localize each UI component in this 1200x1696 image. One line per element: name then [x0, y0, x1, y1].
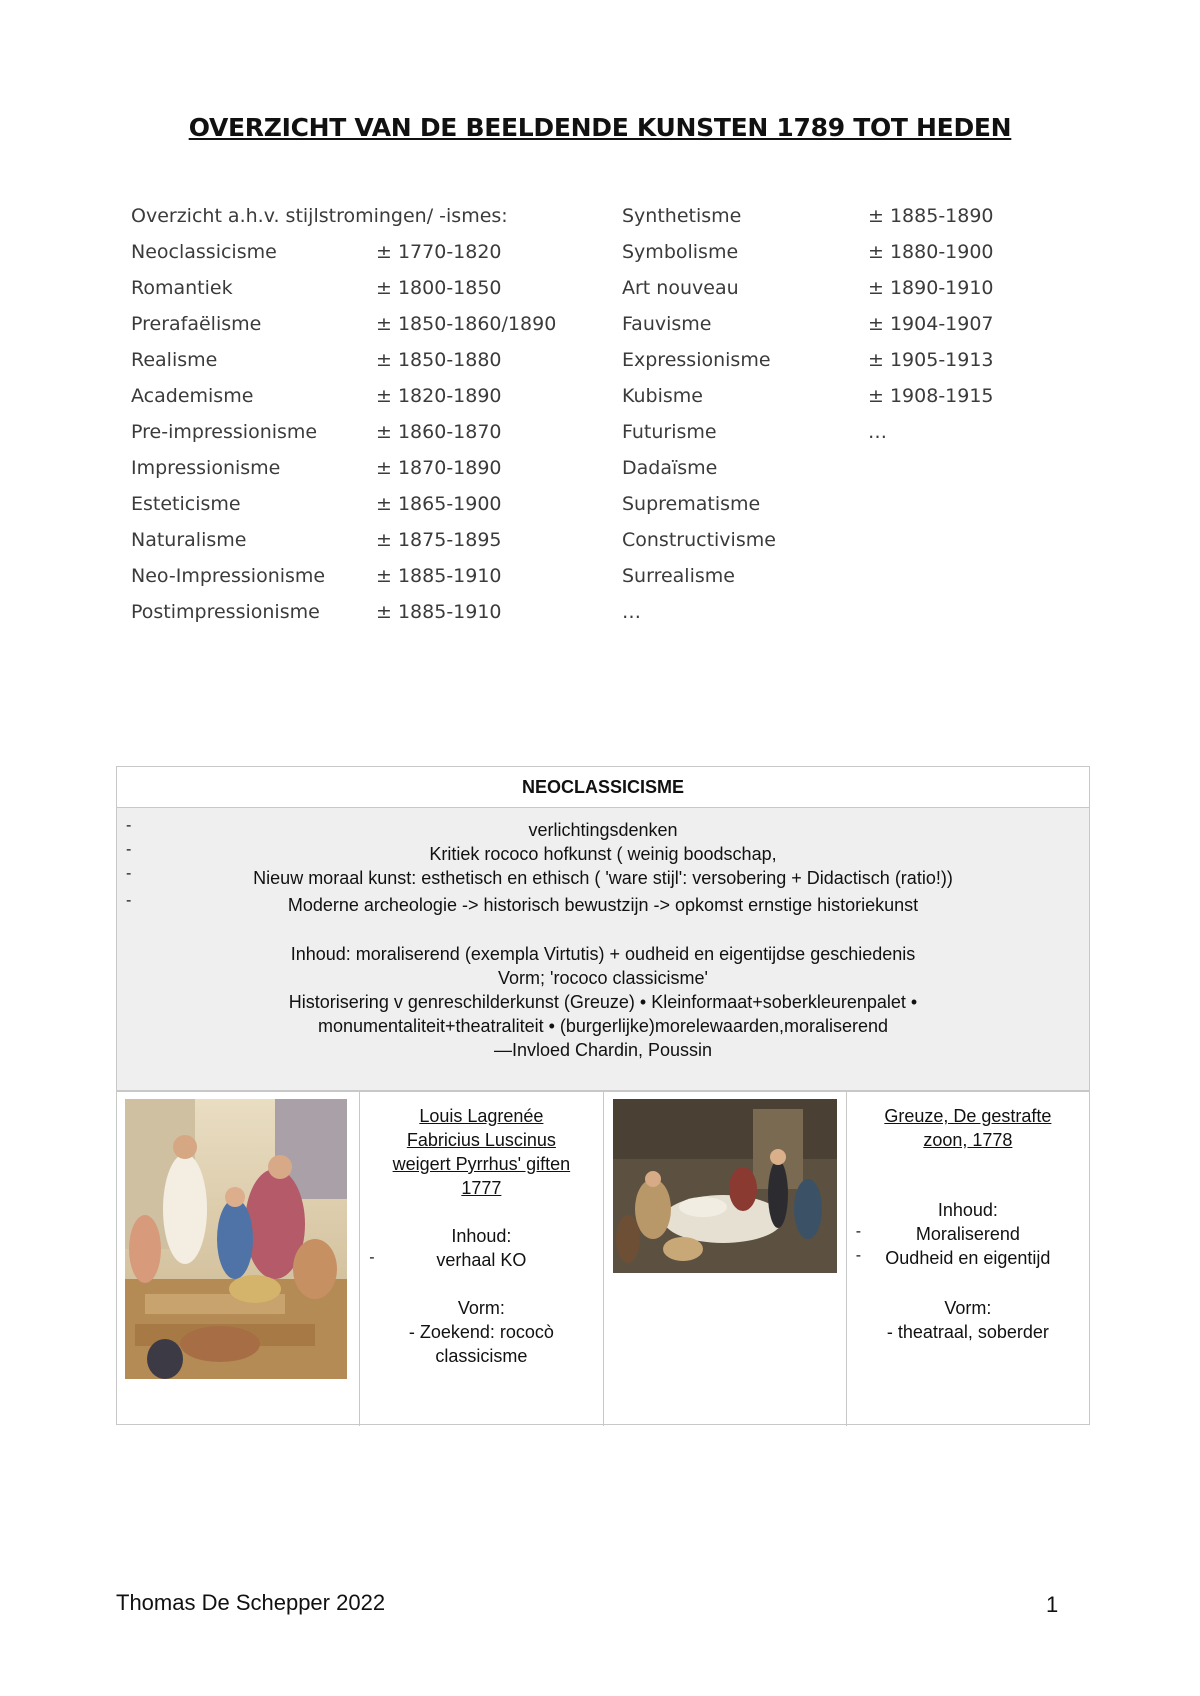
style-row: [622, 486, 1102, 522]
style-name: Expressionisme: [622, 349, 771, 371]
overview-right: [622, 198, 1102, 630]
table-heading: NEOCLASSICISME: [117, 767, 1089, 808]
style-name: Pre-impressionisme: [131, 421, 318, 443]
style-date: ± 1850-1880: [376, 349, 502, 371]
painting-greuze: [613, 1099, 837, 1273]
style-name: Realisme: [131, 349, 218, 371]
style-row: [131, 378, 611, 414]
style-name: …: [622, 601, 641, 623]
style-row: [622, 558, 1102, 594]
style-name: Kubisme: [622, 385, 703, 407]
artwork-form: Vorm: - Zoekend: rococò classicisme: [408, 1298, 554, 1366]
style-row: [622, 522, 1102, 558]
summary-paragraph: Inhoud: moraliserend (exempla Virtutis) + oudheid en eigentijdse geschiedenis Vorm; 'rococo classicisme' Historisering v genreschilderkunst (Greuze) • Kleinformaat+soberkleurenpalet • monumentaliteit+theatraliteit • (burgerlijke)morelewaarden,moraliserend —Invloed Chardin, Poussin: [288, 944, 918, 1060]
style-name: Symbolisme: [622, 241, 739, 263]
style-name: Fauvisme: [622, 313, 712, 335]
style-date: ± 1908-1915: [868, 385, 994, 407]
style-date: ± 1885-1910: [376, 601, 502, 623]
artwork-caption: Greuze, De gestrafte zoon, 1778: [884, 1106, 1052, 1150]
style-date: ± 1885-1910: [376, 565, 502, 587]
style-date: ± 1885-1890: [868, 205, 994, 227]
style-row: [131, 486, 611, 522]
style-row: [622, 234, 1102, 270]
style-name: Surrealisme: [622, 565, 735, 587]
summary-bullet: - Moderne archeologie -> historisch bewustzijn -> opkomst ernstige historiekunst: [126, 892, 919, 915]
content-item: - verhaal KO: [369, 1249, 527, 1270]
style-name: Academisme: [131, 385, 254, 407]
bullet-dash: -: [126, 817, 132, 834]
style-name: Futurisme: [622, 421, 717, 443]
style-date: ± 1850-1860/1890: [376, 313, 557, 335]
style-row: [622, 450, 1102, 486]
style-date: ± 1865-1900: [376, 493, 502, 515]
summary-bullet: - verlichtingsdenken: [126, 817, 678, 840]
artwork-content: Inhoud: - Moraliserend - Oudheid en eigentijd: [847, 1198, 1089, 1270]
style-row: [131, 594, 611, 630]
artwork-image-cell: [117, 1092, 360, 1426]
style-date: …: [868, 421, 887, 443]
style-row: [131, 306, 611, 342]
style-name: Naturalisme: [131, 529, 247, 551]
content-item: - Oudheid en eigentijd: [855, 1247, 1051, 1268]
bullet-dash: -: [126, 865, 132, 882]
style-name: Postimpressionisme: [131, 601, 320, 623]
style-name: Constructivisme: [622, 529, 776, 551]
page-title: OVERZICHT VAN DE BEELDENDE KUNSTEN 1789 TOT HEDEN: [188, 113, 1012, 142]
footer-author: Thomas De Schepper 2022: [116, 1590, 386, 1615]
overview-left: [131, 198, 611, 630]
style-row: [131, 342, 611, 378]
style-date: ± 1905-1913: [868, 349, 994, 371]
bullet-dash: -: [126, 841, 132, 858]
artwork-form: Vorm: - theatraal, soberder: [886, 1298, 1049, 1342]
style-row: [131, 558, 611, 594]
style-row: [131, 234, 611, 270]
style-name: Impressionisme: [131, 457, 281, 479]
style-date: ± 1870-1890: [376, 457, 502, 479]
style-date: ± 1860-1870: [376, 421, 502, 443]
style-row: [622, 270, 1102, 306]
style-date: ± 1890-1910: [868, 277, 994, 299]
style-row: [131, 450, 611, 486]
style-row: [622, 414, 1102, 450]
artwork-description-cell: [847, 1092, 1089, 1426]
artwork-description-cell: [360, 1092, 603, 1426]
bullet-dash: -: [126, 892, 132, 909]
style-date: ± 1880-1900: [868, 241, 994, 263]
neoclassicism-table: [116, 766, 1090, 1425]
style-row: [131, 270, 611, 306]
summary-bullet: - Nieuw moraal kunst: esthetisch en ethisch ( 'ware stijl': versobering + Didactisch (ratio!)): [126, 865, 953, 888]
style-name: Neo-Impressionisme: [131, 565, 326, 587]
content-item: - Moraliserend: [855, 1223, 1020, 1244]
style-name: Art nouveau: [622, 277, 739, 299]
page-number: 1: [1046, 1592, 1059, 1617]
style-name: Romantiek: [131, 277, 233, 299]
overview-header: Overzicht a.h.v. stijlstromingen/ -ismes:: [131, 205, 508, 227]
style-row: [131, 414, 611, 450]
artwork-image-cell: [604, 1092, 847, 1426]
artwork-content: Inhoud: - verhaal KO: [360, 1224, 602, 1272]
style-name: Neoclassicisme: [131, 241, 277, 263]
style-row: [622, 198, 1102, 234]
style-name: Esteticisme: [131, 493, 241, 515]
style-name: Dadaïsme: [622, 457, 718, 479]
table-summary: [117, 808, 1089, 1092]
style-date: ± 1820-1890: [376, 385, 502, 407]
style-name: Prerafaëlisme: [131, 313, 262, 335]
summary-bullet: - Kritiek rococo hofkunst ( weinig boodschap,: [126, 841, 777, 864]
style-date: ± 1875-1895: [376, 529, 502, 551]
style-row: [622, 342, 1102, 378]
style-name: Synthetisme: [622, 205, 742, 227]
style-row: [622, 378, 1102, 414]
style-date: ± 1904-1907: [868, 313, 994, 335]
style-date: ± 1770-1820: [376, 241, 502, 263]
style-row: [622, 594, 1102, 630]
style-name: Suprematisme: [622, 493, 761, 515]
style-row: [131, 522, 611, 558]
style-row: [622, 306, 1102, 342]
style-date: ± 1800-1850: [376, 277, 502, 299]
artwork-row: [117, 1092, 1089, 1426]
painting-lagrenee: [125, 1099, 347, 1379]
artwork-caption: Louis Lagrenée Fabricius Luscinus weigert Pyrrhus' giften 1777: [392, 1106, 571, 1198]
